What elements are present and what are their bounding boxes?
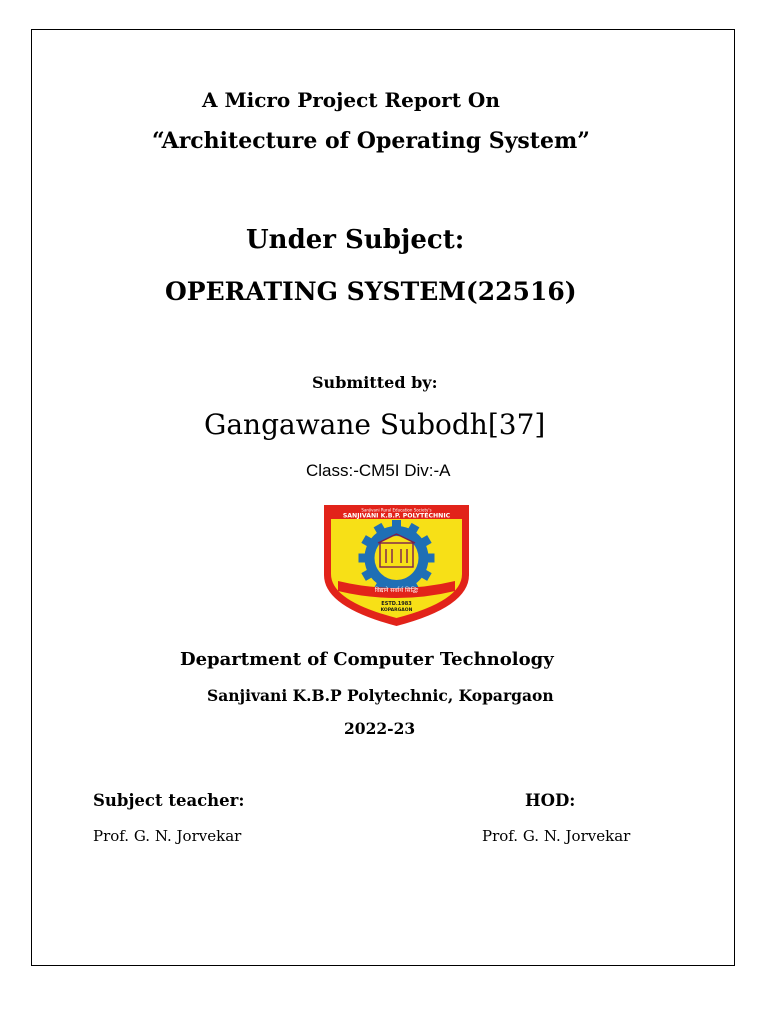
logo-place: KOPARGAON (380, 608, 413, 613)
college-name: Sanjivani K.B.P Polytechnic, Kopargaon (207, 686, 554, 705)
logo-motto: विद्याने सर्वार्थ सिद्धिः (374, 587, 419, 594)
page-border (31, 29, 735, 966)
project-title: “Architecture of Operating System” (152, 128, 590, 154)
subject-name: OPERATING SYSTEM(22516) (165, 277, 577, 306)
hod-name: Prof. G. N. Jorvekar (482, 827, 631, 845)
submitted-by-label: Submitted by: (312, 373, 438, 392)
subject-teacher-label: Subject teacher: (93, 791, 245, 810)
department-name: Department of Computer Technology (180, 649, 554, 670)
subject-teacher-name: Prof. G. N. Jorvekar (93, 827, 242, 845)
under-subject-label: Under Subject: (246, 225, 465, 255)
logo-top-text: Sanjivani Rural Education Society's (361, 507, 432, 513)
report-intro: A Micro Project Report On (202, 88, 500, 112)
logo-institute-name: SANJIVANI K.B.P. POLYTECHNIC (342, 512, 451, 520)
hod-label: HOD: (525, 791, 576, 810)
academic-year: 2022-23 (344, 719, 416, 738)
class-division: Class:-CM5I Div:-A (306, 461, 451, 480)
student-name: Gangawane Subodh[37] (204, 408, 546, 441)
logo-estd: ESTD.1983 (381, 601, 412, 607)
college-logo (320, 503, 473, 628)
